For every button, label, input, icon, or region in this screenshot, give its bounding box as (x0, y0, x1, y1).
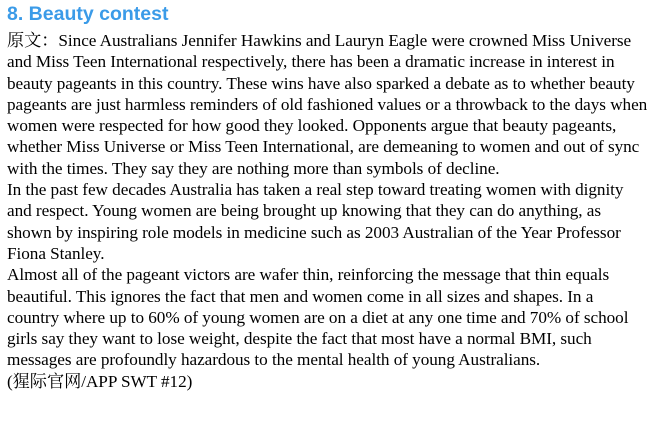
document-page (7, 0, 649, 392)
article-title: 8. Beauty contest (7, 3, 169, 25)
paragraph-3: Almost all of the pageant victors are wafer thin, reinforcing the message that thin equals beautiful. This ignores the fact that men and women come in all sizes and shapes. In a country where up to 60% of young women are on a diet at any one time and 70% of school girls say they want to lose weight, despite the fact that most have a normal BMI, such messages are profoundly hazardous to the mental health of young Australians. (7, 265, 629, 370)
article-body (7, 30, 649, 392)
paragraph-2: In the past few decades Australia has taken a real step toward treating women with dignity and respect. Young women are being brought up knowing that they can do anything, as shown by inspiring role models in medicine such as 2003 Australian of the Year Professor Fiona Stanley. (7, 180, 624, 263)
source-citation: (猩际官网/APP SWT #12) (7, 371, 193, 391)
paragraph-1: 原文：Since Australians Jennifer Hawkins and Lauryn Eagle were crowned Miss Universe and Miss Teen International respectively, there has been a dramatic increase in interest in beauty pageants in this country. These wins have also sparked a debate as to whether beauty pageants are just harmless reminders of old fashioned values or a throwback to the days when women were respected for how good they looked. Opponents argue that beauty pageants, whether Miss Universe or Miss Teen International, are demeaning to women and out of sync with the times. They say they are nothing more than symbols of decline. (7, 31, 648, 178)
